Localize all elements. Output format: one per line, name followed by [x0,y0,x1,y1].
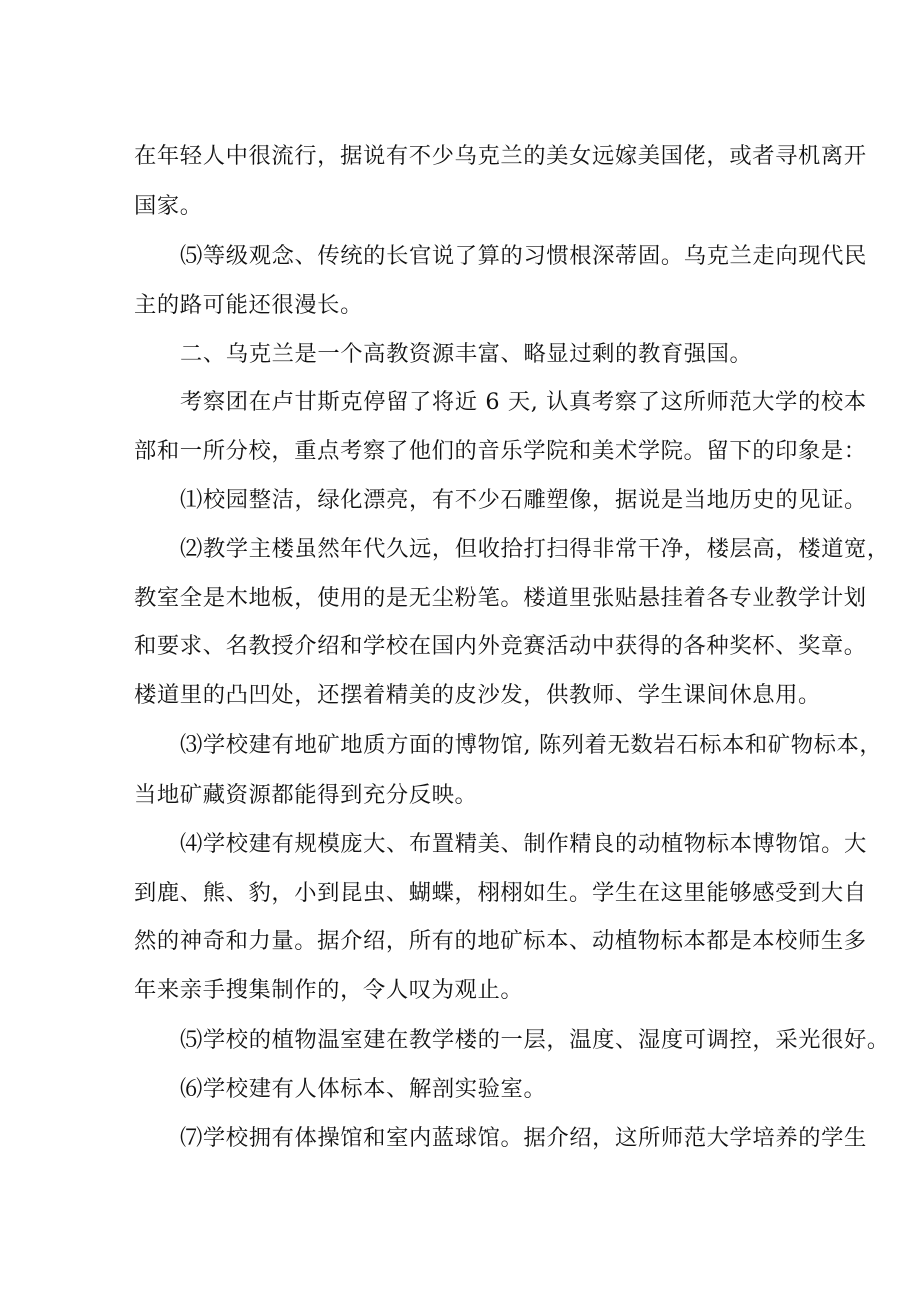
text-line: 然的神奇和力量。据介绍，所有的地矿标本、动植物标本都是本校师生多 [134,928,867,954]
text-line: 到鹿、熊、豹，小到昆虫、蝴蝶，栩栩如生。学生在这里能够感受到大自 [134,880,867,906]
list-item: ⑺学校拥有体操馆和室内蓝球馆。据介绍，这所师范大学培养的学生 [180,1125,867,1151]
text-line: 教室全是木地板，使用的是无尘粉笔。楼道里张贴悬挂着各专业教学计划 [134,585,867,611]
text-line: ⑸等级观念、传统的长官说了算的习惯根深蒂固。乌克兰走向现代民 [180,243,867,269]
list-item: ⑶学校建有地矿地质方面的博物馆, 陈列着无数岩石标本和矿物标本， [180,732,883,758]
list-item: ⑹学校建有人体标本、解剖实验室。 [180,1076,547,1102]
text-line: 年来亲手搜集制作的，令人叹为观止。 [134,977,524,1003]
text-line: 主的路可能还很漫长。 [134,292,363,318]
list-item: ⑴校园整洁，绿化漂亮，有不少石雕塑像，据说是当地历史的见证。 [180,487,867,513]
list-item: ⑷学校建有规模庞大、布置精美、制作精良的动植物标本博物馆。大 [180,831,867,857]
text-line: 考察团在卢甘斯克停留了将近 6 天, 认真考察了这所师范大学的校本 [180,389,867,415]
section-heading: 二、乌克兰是一个高教资源丰富、略显过剩的教育强国。 [180,341,753,367]
text-line: 在年轻人中很流行，据说有不少乌克兰的美女远嫁美国佬，或者寻机离开 [134,143,867,169]
text-line: 部和一所分校，重点考察了他们的音乐学院和美术学院。留下的印象是： [134,438,867,464]
text-line: 国家。 [134,193,203,219]
text-line: 和要求、名教授介绍和学校在国内外竞赛活动中获得的各种奖杯、奖章。 [134,633,867,659]
list-item: ⑸学校的植物温室建在教学楼的一层，温度、湿度可调控，采光很好。 [180,1027,890,1053]
text-line: 当地矿藏资源都能得到充分反映。 [134,782,478,808]
text-line: 楼道里的凸凹处，还摆着精美的皮沙发，供教师、学生课间休息用。 [134,682,821,708]
list-item: ⑵教学主楼虽然年代久远，但收拾打扫得非常干净，楼层高，楼道宽， [180,536,890,562]
